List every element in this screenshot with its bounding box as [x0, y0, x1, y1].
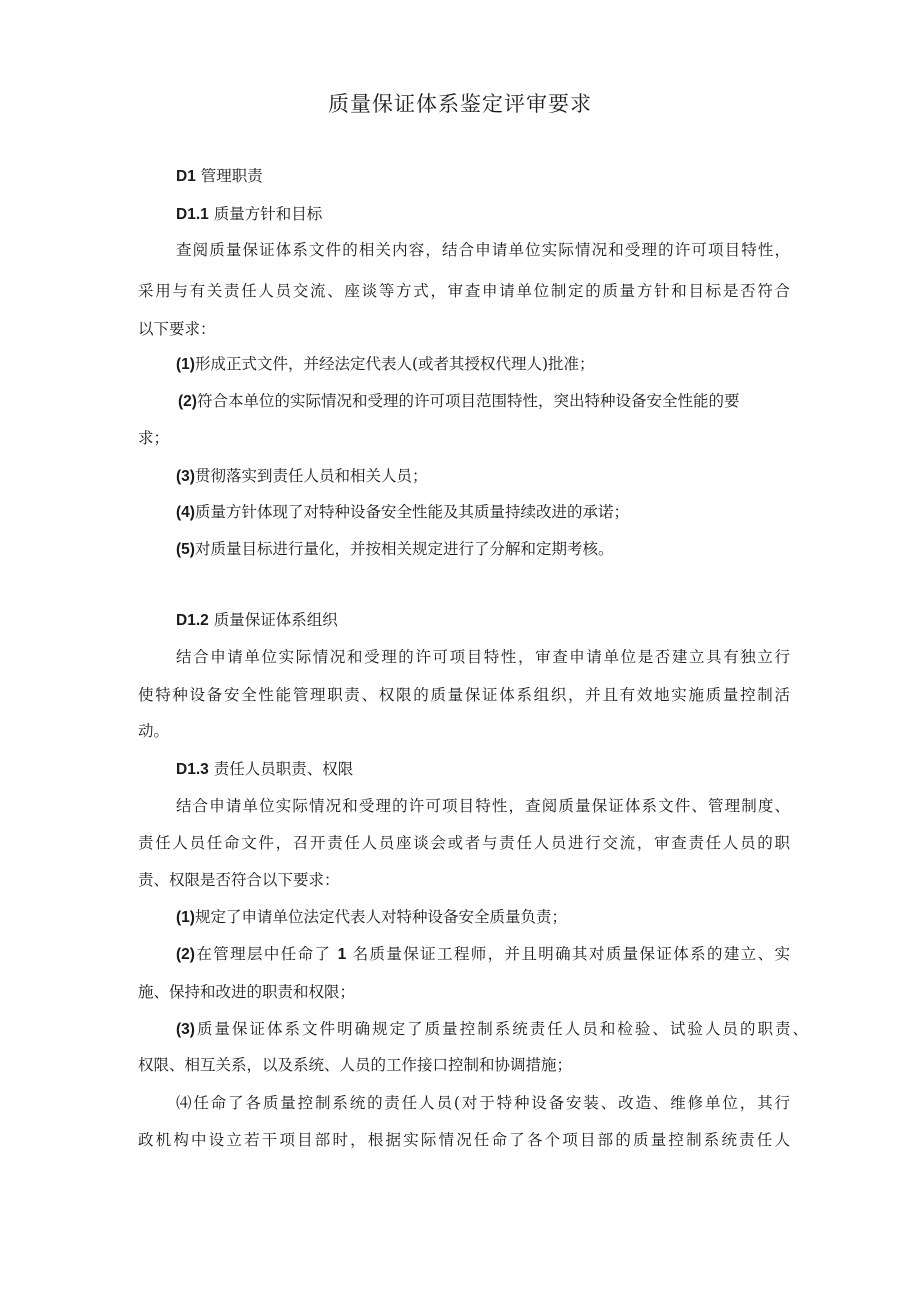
list-item	[176, 1018, 808, 1041]
item-text: 形成正式文件，并经法定代表人(或者其授权代理人)批准；	[194, 355, 595, 373]
item-text: 规定了申请单位法定代表人对特种设备安全质量负责；	[194, 908, 567, 926]
section-title: 质量方针和目标	[213, 205, 323, 223]
paragraph-line: 结合申请单位实际情况和受理的许可项目特性，审查申请单位是否建立具有独立行	[176, 648, 790, 666]
section-title: 责任人员职责、权限	[213, 760, 354, 778]
paragraph-line: 责任人员任命文件，召开责任人员座谈会或者与责任人员进行交流，审查责任人员的职	[138, 834, 790, 852]
paragraph-line: 结合申请单位实际情况和受理的许可项目特性，查阅质量保证体系文件、管理制度、	[176, 797, 790, 815]
paragraph-line: 责、权限是否符合以下要求：	[138, 871, 340, 889]
item-text: 质量保证体系文件明确规定了质量控制系统责任人员和检验、试验人员的职责、	[194, 1020, 808, 1038]
list-item	[176, 465, 427, 488]
paragraph-line: 动。	[138, 722, 170, 740]
list-item	[176, 943, 790, 966]
item-text: 在管理层中任命了	[194, 945, 332, 963]
list-item	[176, 538, 613, 561]
paragraph-line: 采用与有关责任人员交流、座谈等方式，审查申请单位制定的质量方针和目标是否符合	[138, 282, 790, 300]
paragraph-line: 使特种设备安全性能管理职责、权限的质量保证体系组织，并且有效地实施质量控制活	[138, 686, 790, 704]
item-text: 对质量目标进行量化，并按相关规定进行了分解和定期考核。	[194, 540, 614, 558]
item-number: (2)	[176, 946, 195, 963]
item-text: 质量方针体现了对特种设备安全性能及其质量持续改进的承诺；	[194, 503, 629, 521]
section-number: D1	[176, 168, 196, 185]
section-heading-d1	[176, 165, 263, 188]
list-item-continuation: 求；	[138, 429, 170, 447]
section-heading-d1-3	[176, 758, 353, 781]
item-text: 贯彻落实到责任人员和相关人员；	[194, 467, 428, 485]
item-number: (2)	[178, 393, 197, 410]
paragraph-line: 以下要求：	[138, 320, 216, 338]
section-number: D1.3	[176, 761, 209, 778]
list-item-continuation: 政机构中设立若干项目部时，根据实际情况任命了各个项目部的质量控制系统责任人	[138, 1131, 790, 1149]
item-number: (5)	[176, 541, 195, 558]
list-item	[176, 353, 595, 376]
item-number: (4)	[176, 504, 195, 521]
paragraph-line: 查阅质量保证体系文件的相关内容，结合申请单位实际情况和受理的许可项目特性，	[176, 241, 790, 259]
section-title: 质量保证体系组织	[213, 611, 338, 629]
list-item	[176, 1092, 790, 1114]
list-item	[176, 906, 567, 929]
item-text: 任命了各质量控制系统的责任人员(对于特种设备安装、改造、维修单位，其行	[193, 1094, 790, 1112]
item-count: 1	[337, 946, 347, 963]
section-number: D1.2	[176, 612, 209, 629]
section-number: D1.1	[176, 206, 209, 223]
item-number: (3)	[176, 468, 195, 485]
item-number: (1)	[176, 356, 195, 373]
document-title: 质量保证体系鉴定评审要求	[328, 92, 592, 116]
item-number: (1)	[176, 909, 195, 926]
section-title: 管理职责	[200, 167, 263, 185]
item-text: 名质量保证工程师，并且明确其对质量保证体系的建立、实	[352, 945, 790, 963]
item-number: ⑷	[176, 1094, 194, 1112]
item-text: 符合本单位的实际情况和受理的许可项目范围特性，突出特种设备安全性能的要	[196, 392, 740, 410]
section-heading-d1-1	[176, 203, 322, 226]
list-item	[176, 501, 629, 524]
list-item-continuation: 权限、相互关系，以及系统、人员的工作接口控制和协调措施；	[138, 1056, 573, 1074]
item-number: (3)	[176, 1021, 195, 1038]
list-item	[178, 390, 790, 413]
section-heading-d1-2	[176, 609, 338, 632]
list-item-continuation: 施、保持和改进的职责和权限；	[138, 983, 356, 1001]
